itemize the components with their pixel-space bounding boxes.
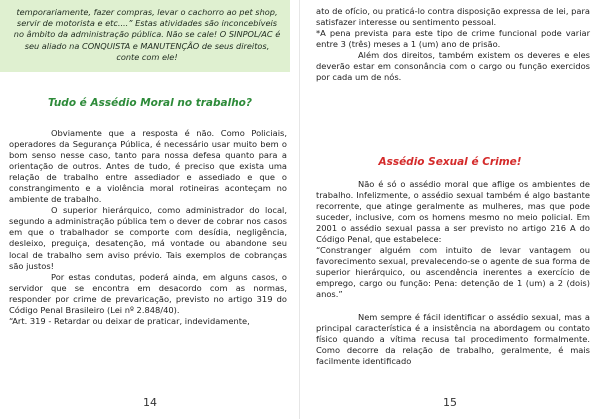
page-right [300, 0, 600, 419]
paragraph: Além dos direitos, também existem os deveres e eles deverão estar em consonância com o cargo ou função exercidos por cada um de nós. [316, 50, 590, 83]
right-top-text [316, 6, 590, 83]
page-number: 15 [443, 396, 457, 409]
quote-paragraph: “Constranger alguém com intuito de levar vantagem ou favorecimento sexual, prevalecendo-se o agente de sua forma de superior hierárquico, ou ascendência inerentes a exercício de emprego, cargo ou função: Pena: detenção de 1 (um) a 2 (dois) anos.” [316, 245, 590, 300]
paragraph: ato de ofício, ou praticá-lo contra disposição expressa de lei, para satisfazer interesse ou sentimento pessoal. [316, 6, 590, 28]
paragraph: Obviamente que a resposta é não. Como Policiais, operadores da Segurança Pública, é necessário usar muito bem o bom senso nesse caso, tanto para nossa defesa quanto para a orientação de outros. Antes de tudo, é preciso que exista uma relação de trabalho entre assediador e assediado e que o constrangimento e a violência moral rotineiras aconteçam no ambiente de trabalho. [9, 128, 287, 205]
paragraph: Por estas condutas, poderá ainda, em alguns casos, o servidor que se encontra em desacordo com as normas, responder por crime de prevaricação, previsto no artigo 319 do Código Penal Brasileiro (Lei nº 2.848/40). [9, 271, 287, 315]
right-body-text [316, 179, 590, 367]
section-heading-sexual: Assédio Sexual é Crime! [378, 156, 522, 168]
paragraph: Não é só o assédio moral que aflige os ambientes de trabalho. Infelizmente, o assédio sexual também é algo bastante recorrente, que atinge geralmente as mulheres, mas que pode suceder, inclusive, com os homens mesmo no meio policial. Em 2001 o assédio sexual passa a ser previsto no artigo 216 A do Código Penal, que estabelece: [316, 179, 590, 245]
section-heading-moral: Tudo é Assédio Moral no trabalho? [48, 97, 252, 109]
paragraph: “Art. 319 - Retardar ou deixar de praticar, indevidamente, [9, 315, 250, 326]
paragraph: O superior hierárquico, como administrador do local, segundo a administração pública tem o dever de cobrar nos casos em que o trabalhador se comporte com desídia, negligência, desleixo, preguiça, desatenção, má vontade ou abandone seu local de trabalho sem aviso prévio. Tais exemplos de cobranças são justos! [9, 205, 287, 271]
paragraph: Nem sempre é fácil identificar o assédio sexual, mas a principal característica é a insistência na abordagem ou contato físico quando a vítima recusa tal procedimento formalmente. Como decorre da relação de trabalho, geralmente, é mais facilmente identificado [316, 311, 590, 366]
left-body-text [9, 128, 287, 327]
page-number: 14 [143, 396, 157, 409]
paragraph: *A pena prevista para este tipo de crime funcional pode variar entre 3 (três) meses a 1 (um) ano de prisão. [316, 28, 590, 50]
callout-box: temporariamente, fazer compras, levar o cachorro ao pet shop, servir de motorista e etc....” Estas atividades são inconcebíveis no âmbito da administração pública. Não se cale! O SINPOL/AC é seu aliado na CONQUISTA e MANUTENÇÃO de seus direitos, conte com ele! [0, 0, 290, 72]
